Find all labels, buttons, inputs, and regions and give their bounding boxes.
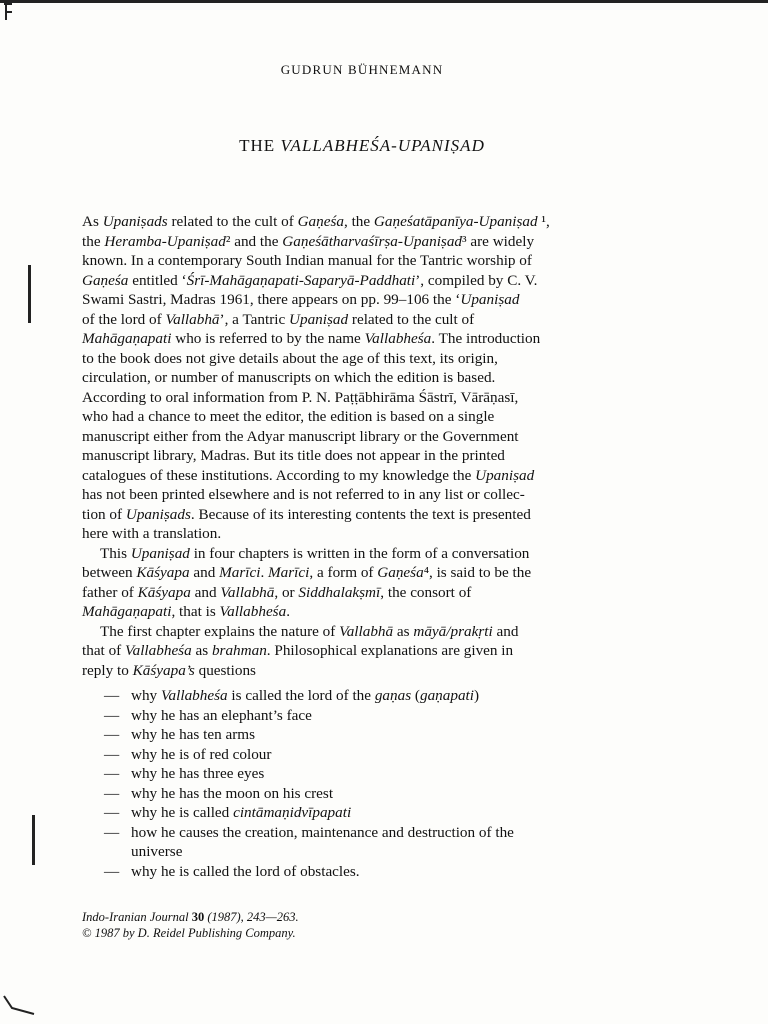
list-dash: —	[104, 784, 120, 802]
text-line: has not been printed elsewhere and is not referred to in any list or collec-	[82, 486, 525, 503]
italic-term: Gaṇeśa	[377, 564, 424, 581]
journal-citation	[82, 909, 642, 925]
italic-term: Vallabheśa	[125, 642, 192, 659]
text-line: to the book does not give details about the age of this text, its origin,	[82, 349, 498, 367]
italic-term: Kāśyapa	[136, 564, 190, 581]
question-item: — why he has three eyes	[104, 765, 265, 782]
text-line: manuscript library, Madras. But its title does not appear in the printed	[82, 447, 505, 464]
italic-term: Vallabheśa	[219, 603, 287, 620]
italic-term: gaṇas	[374, 687, 412, 704]
article-body	[82, 212, 642, 881]
question-item: — how he causes the creation, maintenance and destruction of the	[104, 823, 514, 841]
italic-term: Gaṇeśātharvaśīrṣa-Upaniṣad	[282, 232, 463, 250]
list-dash: —	[104, 745, 120, 763]
list-dash: —	[104, 823, 120, 841]
italic-term: Vallabheśa	[364, 330, 432, 347]
margin-bracket-mark	[28, 265, 31, 323]
italic-term: Vallabheśa	[160, 687, 228, 704]
list-dash: —	[104, 765, 120, 782]
list-dash: —	[104, 804, 120, 821]
text-line: As Upaniṣads related to the cult of Gaṇeśa, the Gaṇeśatāpanīya-Upaniṣad ¹,	[82, 213, 550, 230]
question-item: — why he has ten arms	[104, 726, 255, 743]
text-line: that of Vallabheśa as brahman. Philosophical explanations are given in	[82, 642, 514, 659]
margin-bracket-mark	[32, 815, 35, 865]
text-line: According to oral information from P. N. Paṭṭābhirāma Śāstrī, Vārāṇasī,	[82, 388, 519, 406]
italic-term: Marīci	[219, 564, 261, 581]
italic-term: Marīci	[268, 564, 310, 581]
question-item: — why Vallabheśa is called the lord of the gaṇas (gaṇapati)	[104, 687, 480, 704]
author-name: GUDRUN BÜHNEMANN	[280, 62, 444, 77]
list-dash: —	[104, 687, 120, 704]
corner-mark-bottom-left	[0, 990, 40, 1020]
italic-term: Heramba-Upaniṣad	[104, 232, 226, 250]
text-line: Gaṇeśa entitled ‘Śrī-Mahāgaṇapati-Saparyā-Paddhati’, compiled by C. V.	[82, 271, 538, 289]
italic-term: Vallabhā	[165, 310, 220, 328]
italic-term: Upaniṣads	[102, 213, 168, 230]
top-border	[0, 0, 768, 3]
italic-term: Upaniṣad	[289, 310, 349, 328]
paragraph-first-chapter	[82, 622, 642, 681]
italic-term: Kāśyapa	[137, 583, 191, 601]
text-line: who had a chance to meet the editor, the edition is based on a single	[82, 408, 495, 425]
text-line: This Upaniṣad in four chapters is written in the form of a conversation	[100, 544, 530, 562]
text-line: manuscript either from the Adyar manuscript library or the Government	[82, 427, 519, 445]
text-line: The first chapter explains the nature of Vallabhā as māyā/prakṛti and	[100, 622, 519, 640]
paragraph-conversation	[82, 544, 642, 622]
text-line: reply to Kāśyapa’s questions	[82, 661, 256, 679]
italic-term: gaṇapati	[419, 687, 474, 704]
question-item: — why he has the moon on his crest	[104, 784, 334, 802]
article-title	[82, 136, 642, 156]
question-item: — why he has an elephant’s face	[104, 706, 312, 724]
journal-volume: 30	[191, 910, 205, 924]
italic-term: Mahāgaṇapati	[82, 603, 172, 620]
question-item: — why he is called the lord of obstacles.	[104, 862, 360, 880]
text-line: the Heramba-Upaniṣad² and the Gaṇeśātharvaśīrṣa-Upaniṣad³ are widely	[82, 232, 535, 250]
italic-term: Gaṇeśa	[297, 213, 344, 230]
text-line: between Kāśyapa and Marīci. Marīci, a form of Gaṇeśa⁴, is said to be the	[82, 564, 532, 581]
list-dash: —	[104, 706, 120, 724]
text-line: circulation, or number of manuscripts on which the edition is based.	[82, 369, 496, 386]
title-italic: VALLABHEŚA-UPANIṢAD	[280, 136, 485, 155]
question-item: — why he is of red colour	[104, 745, 272, 763]
text-line: catalogues of these institutions. According to my knowledge the Upaniṣad	[82, 466, 535, 484]
italic-term: Vallabhā	[339, 622, 394, 640]
text-line: Swami Sastri, Madras 1961, there appears on pp. 99–106 the ‘Upaniṣad	[82, 291, 520, 308]
italic-term: brahman	[211, 642, 267, 659]
italic-term: Kāśyapa’s	[132, 661, 195, 679]
corner-mark-top-left	[2, 2, 16, 24]
italic-term: Upaniṣad	[460, 291, 520, 308]
italic-term: cintāmaṇidvīpapati	[233, 804, 352, 821]
text-line: known. In a contemporary South Indian manual for the Tantric worship of	[82, 252, 532, 269]
text-line: Mahāgaṇapati who is referred to by the name Vallabheśa. The introduction	[82, 330, 541, 347]
italic-term: Upaniṣad	[130, 544, 190, 562]
text-line: of the lord of Vallabhā’, a Tantric Upaniṣad related to the cult of	[82, 310, 475, 328]
questions-list	[82, 686, 642, 881]
italic-term: Śrī-Mahāgaṇapati-Saparyā-Paddhati	[186, 271, 416, 289]
text-line: here with a translation.	[82, 525, 222, 542]
journal-pages: (1987), 243—263.	[204, 910, 299, 924]
italic-term: Vallabhā	[220, 583, 275, 601]
italic-term: Mahāgaṇapati	[82, 330, 172, 347]
copyright-line: © 1987 by D. Reidel Publishing Company.	[82, 926, 296, 940]
list-dash: —	[104, 862, 120, 880]
italic-term: Upaniṣad	[475, 466, 535, 484]
text-line: tion of Upaniṣads. Because of its interesting contents the text is presented	[82, 505, 531, 523]
text-line: father of Kāśyapa and Vallabhā, or Siddhalakṣmī, the consort of	[82, 583, 472, 601]
citation-footer	[82, 909, 642, 941]
italic-term: Gaṇeśatāpanīya-Upaniṣad	[373, 213, 538, 230]
italic-term: Siddhalakṣmī	[298, 583, 381, 601]
question-item: universe	[131, 843, 183, 860]
paragraph-intro	[82, 212, 642, 544]
italic-term: Upaniṣads	[125, 505, 191, 523]
text-line: Mahāgaṇapati, that is Vallabheśa.	[82, 603, 290, 620]
list-dash: —	[104, 726, 120, 743]
italic-term: Gaṇeśa	[82, 271, 129, 289]
title-prefix: THE	[239, 136, 281, 155]
question-item: — why he is called cintāmaṇidvīpapati	[104, 804, 352, 821]
italic-term: māyā/prakṛti	[413, 622, 493, 640]
journal-name: Indo-Iranian Journal	[82, 910, 192, 924]
